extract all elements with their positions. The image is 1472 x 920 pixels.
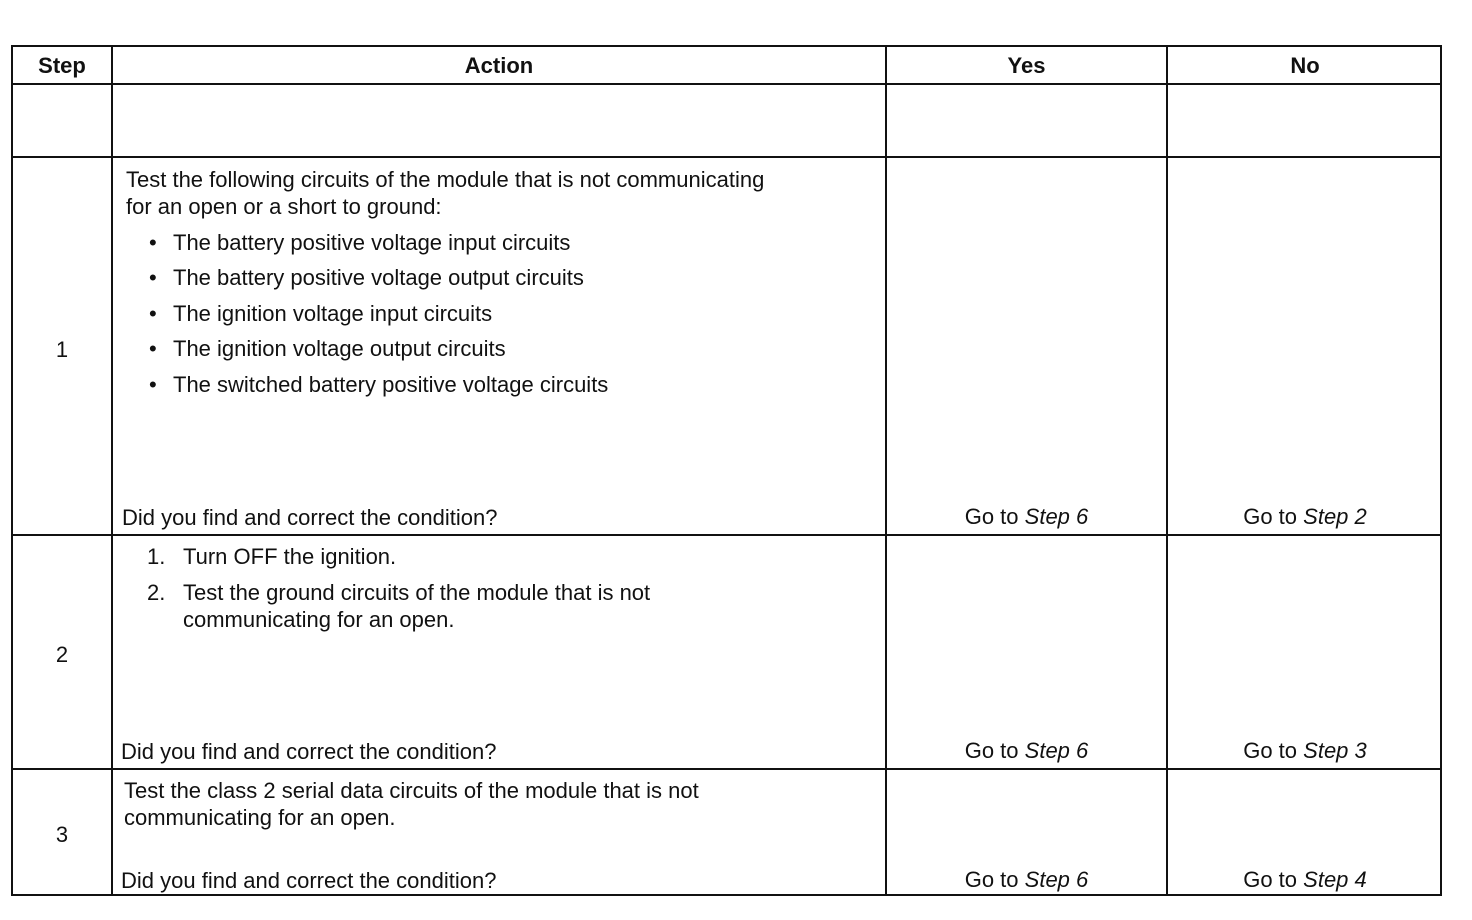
no-result: Go to Step 2 [1243,504,1367,529]
action-question: Did you find and correct the condition? [121,868,497,893]
yes-result: Go to Step 6 [964,738,1089,763]
header-step: Step [38,53,86,78]
numbered-item: 2. Test the ground circuits of the module that is not [147,580,651,605]
no-result: Go to Step 3 [1243,738,1367,763]
step-number: 1 [55,337,69,362]
bullet-item: • The ignition voltage output circuits [149,336,506,361]
header-yes: Yes [1007,53,1046,78]
action-question: Did you find and correct the condition? [121,739,497,764]
bullet-item: • The battery positive voltage input circuits [149,230,571,255]
column-divider [111,47,113,894]
numbered-item: 1. Turn OFF the ignition. [147,544,397,569]
step-number: 2 [55,642,69,667]
bullet-item: • The battery positive voltage output circuits [149,265,584,290]
numbered-item-continuation: communicating for an open. [183,607,455,632]
action-intro: Test the following circuits of the module that is not communicating [126,167,765,192]
row-divider [13,534,1440,536]
bullet-item: • The switched battery positive voltage circuits [149,372,609,397]
diagnostic-table [11,45,1442,896]
yes-result: Go to Step 6 [964,867,1089,892]
column-divider [1166,47,1168,894]
step-number: 3 [55,822,69,847]
action-intro: for an open or a short to ground: [126,194,442,219]
header-action: Action [464,53,534,78]
column-divider [885,47,887,894]
no-result: Go to Step 4 [1243,867,1367,892]
action-intro: communicating for an open. [124,805,396,830]
bullet-item: • The ignition voltage input circuits [149,301,493,326]
yes-result: Go to Step 6 [964,504,1089,529]
row-divider [13,768,1440,770]
header-no: No [1290,53,1320,78]
action-intro: Test the class 2 serial data circuits of the module that is not [124,778,699,803]
action-question: Did you find and correct the condition? [122,505,498,530]
row-divider [13,156,1440,158]
